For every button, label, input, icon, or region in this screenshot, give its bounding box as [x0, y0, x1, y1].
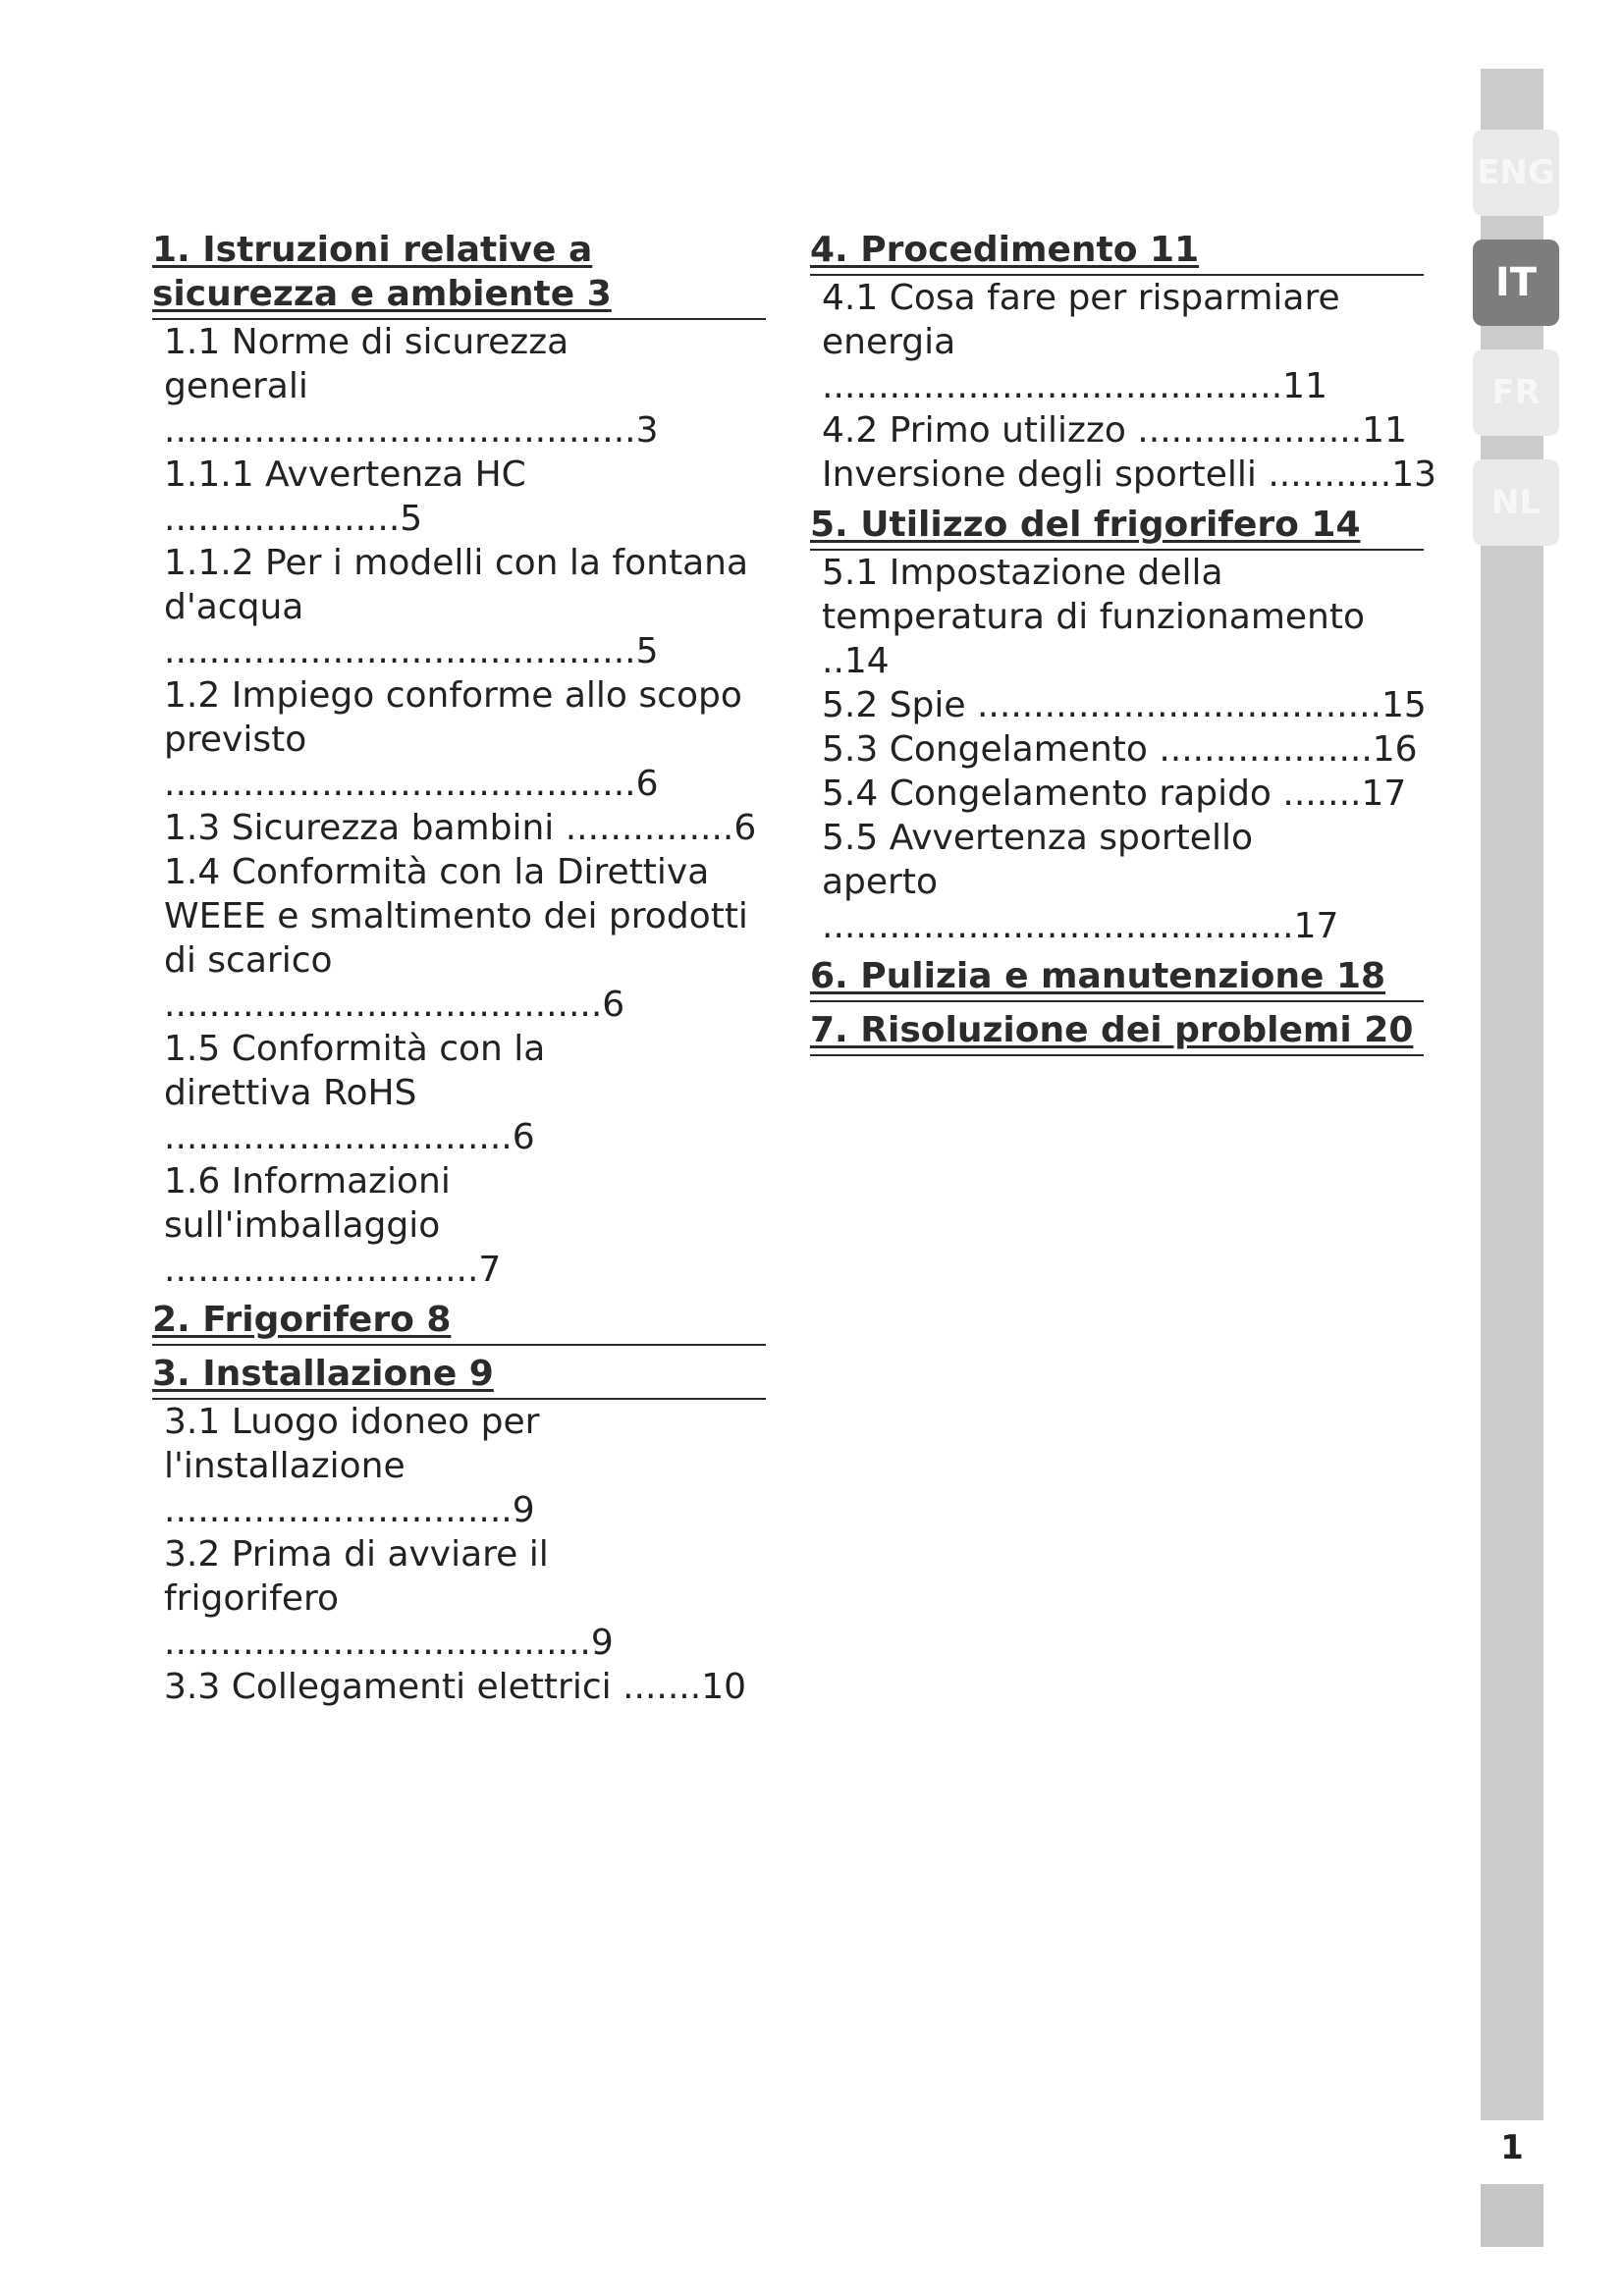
- toc-entry[interactable]: previsto ..........................................6: [164, 720, 659, 804]
- toc-entry[interactable]: frigorifero ......................................9: [164, 1578, 614, 1663]
- toc-entry[interactable]: 1.4 Conformità con la Direttiva: [164, 852, 710, 892]
- toc-entry[interactable]: 1.1.2 Per i modelli con la fontana: [164, 543, 749, 583]
- toc-entry[interactable]: 4.2 Primo utilizzo ....................11: [822, 410, 1407, 451]
- toc-section-heading[interactable]: 2. Frigorifero 8: [152, 1298, 766, 1346]
- toc-left-column: [152, 228, 781, 1709]
- toc-entry[interactable]: 5.5 Avvertenza sportello: [822, 818, 1253, 858]
- toc-entry[interactable]: Inversione degli sportelli ...........13: [822, 454, 1437, 495]
- toc-entry[interactable]: 1.1.1 Avvertenza HC .....................5: [164, 454, 526, 539]
- toc-entry[interactable]: 1.1 Norme di sicurezza: [164, 322, 569, 362]
- toc-section-heading[interactable]: 6. Pulizia e manutenzione 18: [810, 954, 1424, 1002]
- toc-entry[interactable]: 5.4 Congelamento rapido .......17: [822, 774, 1407, 814]
- language-tab-eng[interactable]: ENG: [1473, 130, 1559, 216]
- toc-entry[interactable]: d'acqua ..........................................5: [164, 587, 659, 671]
- toc-entry[interactable]: generali ..........................................3: [164, 366, 659, 451]
- toc-section-heading[interactable]: 3. Installazione 9: [152, 1352, 766, 1400]
- toc-entry[interactable]: 3.3 Collegamenti elettrici .......10: [164, 1667, 746, 1707]
- toc-entry[interactable]: energia .........................................11: [822, 322, 1327, 406]
- toc-entry[interactable]: di scarico .......................................6: [164, 940, 625, 1025]
- toc-right-column: [810, 228, 1438, 1056]
- toc-section-heading[interactable]: 5. Utilizzo del frigorifero 14: [810, 503, 1424, 551]
- language-tab-it[interactable]: IT: [1473, 240, 1559, 326]
- toc-entry[interactable]: sull'imballaggio ............................7: [164, 1205, 502, 1290]
- page-number: 1: [1500, 2128, 1524, 2167]
- toc-entry[interactable]: 3.2 Prima di avviare il: [164, 1534, 549, 1575]
- toc-entry[interactable]: 5.1 Impostazione della: [822, 553, 1223, 593]
- toc-entry[interactable]: l'installazione ...............................9: [164, 1446, 535, 1530]
- toc-entry[interactable]: 3.1 Luogo idoneo per: [164, 1402, 540, 1442]
- toc-entry[interactable]: 4.1 Cosa fare per risparmiare: [822, 278, 1340, 318]
- sidebar-bottom-block: [1481, 2184, 1543, 2247]
- toc-entry[interactable]: direttiva RoHS ...............................6: [164, 1073, 535, 1157]
- language-tab-fr[interactable]: FR: [1473, 349, 1559, 436]
- toc-entry[interactable]: aperto ..........................................17: [822, 862, 1339, 946]
- toc-entry[interactable]: 1.2 Impiego conforme allo scopo: [164, 675, 742, 716]
- toc-entry[interactable]: WEEE e smaltimento dei prodotti: [164, 896, 748, 936]
- toc-entry[interactable]: 1.5 Conformità con la: [164, 1029, 546, 1069]
- language-tab-nl[interactable]: NL: [1473, 459, 1559, 546]
- toc-entry[interactable]: 1.6 Informazioni: [164, 1161, 451, 1201]
- toc-entry[interactable]: 1.3 Sicurezza bambini ...............6: [164, 808, 757, 848]
- toc-section-heading[interactable]: 4. Procedimento 11: [810, 228, 1424, 276]
- toc-entry[interactable]: 5.2 Spie ....................................15: [822, 685, 1427, 725]
- toc-entry[interactable]: temperatura di funzionamento ..14: [822, 597, 1366, 681]
- toc-section-heading[interactable]: 7. Risoluzione dei problemi 20: [810, 1008, 1424, 1056]
- toc-entry[interactable]: 5.3 Congelamento ...................16: [822, 729, 1418, 770]
- toc-section-heading[interactable]: 1. Istruzioni relative a sicurezza e ambiente 3: [152, 228, 766, 320]
